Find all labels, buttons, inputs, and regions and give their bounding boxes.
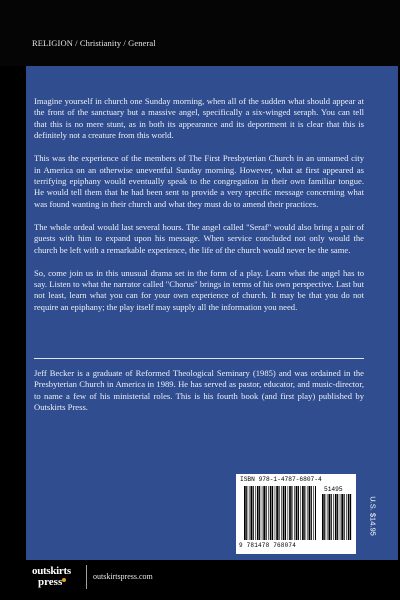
barcode-bar (322, 494, 324, 540)
barcode-bar (331, 494, 332, 540)
barcode-bar (289, 486, 291, 540)
barcode-bar (275, 486, 276, 540)
barcode-bar (344, 494, 345, 540)
barcode-bar (348, 494, 350, 540)
barcode-bar (302, 486, 304, 540)
barcode-bar (278, 486, 279, 540)
barcode-bar (268, 486, 269, 540)
barcode-bar (346, 494, 347, 540)
section-divider (34, 358, 364, 359)
category-label: RELIGION / Christianity / General (32, 38, 156, 48)
barcode-bar (253, 486, 254, 540)
publisher-logo (32, 563, 84, 591)
price-label (366, 476, 380, 556)
barcode-bar (333, 494, 334, 540)
barcode-bar (324, 494, 325, 540)
ean-number: 9 781478 768074 (239, 542, 297, 549)
barcode-bar (328, 494, 330, 540)
barcode-bar (249, 486, 250, 540)
barcode-bar (311, 486, 312, 540)
logo-wordmark-bottom: press (38, 576, 63, 588)
logo-dot-icon (62, 578, 66, 582)
logo-wordmark-top: outskirts (32, 565, 71, 577)
barcode-bar (255, 486, 256, 540)
barcode-bar (313, 486, 314, 540)
barcode-bar (337, 494, 338, 540)
barcode-bar (327, 494, 328, 540)
barcode-bar (300, 486, 301, 540)
barcode-bar (309, 486, 311, 540)
description-paragraph: Imagine yourself in church one Sunday morning, when all of the sudden what should appear at the front of the sanctuary but a massive angel, specifically a six-winged seraph. You can tell that this is no mere stunt, as in both its appearance and its deportment it is clear that this is definitely not a creature from this world. (34, 96, 364, 141)
barcode-bar (296, 486, 298, 540)
barcode-bar (250, 486, 252, 540)
barcode-bar (340, 494, 341, 540)
price-addon-number: 51495 (324, 486, 343, 493)
barcode-bar (298, 486, 299, 540)
barcode-bar (272, 486, 273, 540)
barcode-bar (244, 486, 246, 540)
barcode-bar (266, 486, 267, 540)
book-description (34, 96, 364, 325)
barcode-bar (259, 486, 260, 540)
description-paragraph: So, come join us in this unusual drama set in the form of a play. Learn what the angel has to say. Listen to what the narrator called "Chorus" brings in terms of his own perspective. Last but not least, learn what you can for your own experience of church. It may be that you do not require an epiphany; the play itself may supply all the information you need. (34, 267, 364, 312)
barcode-bar (307, 486, 308, 540)
price-text: U.S. $14.95 (368, 496, 378, 536)
barcode-bar (270, 486, 272, 540)
author-bio: Jeff Becker is a graduate of Reformed Theological Seminary (1985) and was ordained in the Presbyterian Church in America in 1989. He has served as pastor, educator, and music-director, to name a few of his ministerial roles. This is his fourth book (and first play) published by Outskirts Press. (34, 368, 364, 413)
top-band (0, 0, 400, 66)
barcode-bar (276, 486, 278, 540)
barcode-bar (304, 486, 305, 540)
barcode-bar (257, 486, 259, 540)
barcode-bar (281, 486, 282, 540)
barcode-bar (294, 486, 295, 540)
barcode-bar (315, 486, 316, 540)
barcode-bar (285, 486, 286, 540)
barcode-bars (244, 486, 316, 540)
barcode-bar (262, 486, 263, 540)
description-paragraph: The whole ordeal would last several hours. The angel called "Seraf" would also bring a pair of guests with him to expand upon his message. When service concluded not only would the church be left with a remarkable experience, the life of the church would never be the same. (34, 221, 364, 255)
barcode-bar (288, 486, 289, 540)
barcode-bar (263, 486, 265, 540)
description-paragraph: This was the experience of the members of The First Presbyterian Church in an unnamed city in America on an otherwise uneventful Sunday morning. However, what at first appeared as terrifying epiphany would eventually speak to the congregation in their own familiar tongue. He would tell them that he had been sent to provide a very specific message concerning what was found wanting in their church and what they must do to amend their practices. (34, 153, 364, 209)
barcode-bar (350, 494, 351, 540)
barcode-bar (335, 494, 337, 540)
barcode-bar (341, 494, 343, 540)
addon-barcode-bars (322, 494, 352, 540)
publisher-website: outskirtspress.com (93, 572, 153, 581)
barcode-bar (291, 486, 292, 540)
logo-divider (86, 565, 87, 589)
isbn-number: ISBN 978-1-4787-6807-4 (240, 476, 322, 483)
isbn-barcode (236, 474, 356, 554)
barcode-bar (246, 486, 247, 540)
barcode-bar (283, 486, 285, 540)
